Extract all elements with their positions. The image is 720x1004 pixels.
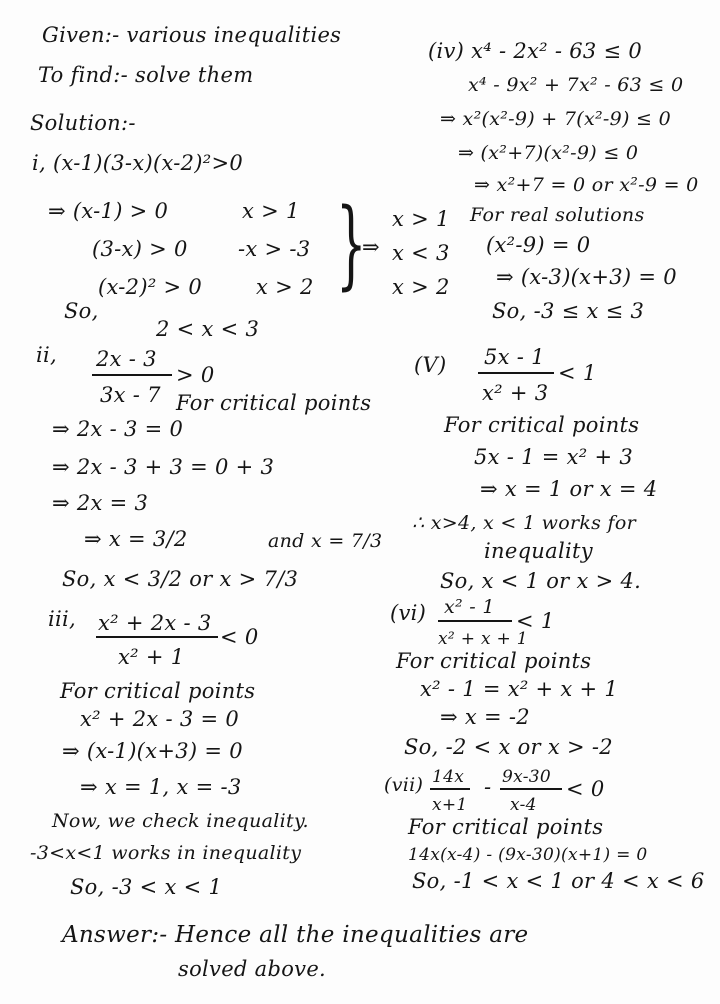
part5-step1: 5x - 1 = x² + 3 xyxy=(474,445,634,469)
part7-numerator1: 14x xyxy=(432,767,465,787)
part6-label: (vi) xyxy=(390,601,427,625)
part1-line1b: x > 1 xyxy=(242,199,300,223)
part2-relation: > 0 xyxy=(176,363,215,387)
part4-step2: ⇒ x²(x²-9) + 7(x²-9) ≤ 0 xyxy=(440,108,671,130)
solution-heading: Solution:- xyxy=(30,111,136,135)
part1-line3b: x > 2 xyxy=(256,275,314,299)
part5-numerator: 5x - 1 xyxy=(484,345,545,369)
part3-numerator: x² + 2x - 3 xyxy=(98,611,212,635)
part2-fraction-bar xyxy=(92,374,172,376)
part6-critical: For critical points xyxy=(396,649,592,673)
part3-relation: < 0 xyxy=(220,625,259,649)
part2-label: ii, xyxy=(36,343,58,367)
part5-step4: inequality xyxy=(484,539,593,563)
part6-answer: So, -2 < x or x > -2 xyxy=(404,735,613,759)
part2-step2: ⇒ 2x - 3 + 3 = 0 + 3 xyxy=(52,455,275,479)
part3-answer: So, -3 < x < 1 xyxy=(70,875,223,899)
part2-step3: ⇒ 2x = 3 xyxy=(52,491,149,515)
part7-numerator2: 9x-30 xyxy=(502,767,551,787)
part2-step4b: and x = 7/3 xyxy=(268,530,383,552)
part7-answer: So, -1 < x < 1 or 4 < x < 6 xyxy=(412,869,705,893)
part1-answer: 2 < x < 3 xyxy=(156,317,260,341)
final-answer-line1: Answer:- Hence all the inequalities are xyxy=(62,922,529,948)
part6-step2: ⇒ x = -2 xyxy=(440,705,530,729)
part5-fraction-bar xyxy=(478,372,554,374)
part6-denominator: x² + x + 1 xyxy=(438,629,528,649)
part4-problem: (iv) x⁴ - 2x² - 63 ≤ 0 xyxy=(428,39,643,63)
part3-denominator: x² + 1 xyxy=(118,645,185,669)
part3-step1: x² + 2x - 3 = 0 xyxy=(80,707,240,731)
part4-step4: ⇒ x²+7 = 0 or x²-9 = 0 xyxy=(474,174,699,196)
part6-relation: < 1 xyxy=(516,609,555,633)
part2-step4: ⇒ x = 3/2 xyxy=(84,527,188,551)
part5-critical: For critical points xyxy=(444,413,640,437)
part5-relation: < 1 xyxy=(558,361,597,385)
part1-line1a: ⇒ (x-1) > 0 xyxy=(48,199,169,223)
part5-label: (V) xyxy=(414,353,447,377)
part2-critical: For critical points xyxy=(176,391,372,415)
part7-fraction-bar2 xyxy=(500,788,562,790)
part5-step3: ∴ x>4, x < 1 works for xyxy=(412,512,637,534)
part7-step1: 14x(x-4) - (9x-30)(x+1) = 0 xyxy=(408,845,648,865)
part2-numerator: 2x - 3 xyxy=(96,347,157,371)
part5-denominator: x² + 3 xyxy=(482,381,549,405)
part7-denominator1: x+1 xyxy=(432,795,468,815)
part1-arrow: ⇒ xyxy=(362,235,380,259)
part7-fraction-bar1 xyxy=(430,788,470,790)
part4-step3: ⇒ (x²+7)(x²-9) ≤ 0 xyxy=(458,142,639,164)
part1-line3a: (x-2)² > 0 xyxy=(98,275,203,299)
part7-denominator2: x-4 xyxy=(510,795,537,815)
part4-step7: ⇒ (x-3)(x+3) = 0 xyxy=(496,265,677,289)
part3-step4: Now, we check inequality. xyxy=(52,810,309,832)
to-find-line: To find:- solve them xyxy=(38,63,254,87)
part6-numerator: x² - 1 xyxy=(444,596,495,618)
part3-step2: ⇒ (x-1)(x+3) = 0 xyxy=(62,739,243,763)
part3-step3: ⇒ x = 1, x = -3 xyxy=(80,775,242,799)
part7-relation: < 0 xyxy=(566,777,605,801)
part1-result2: x < 3 xyxy=(392,241,450,265)
part4-step5: For real solutions xyxy=(470,204,645,226)
part7-critical: For critical points xyxy=(408,815,604,839)
part2-step1: ⇒ 2x - 3 = 0 xyxy=(52,417,184,441)
part5-step2: ⇒ x = 1 or x = 4 xyxy=(480,477,658,501)
part3-fraction-bar xyxy=(96,636,218,638)
part5-answer: So, x < 1 or x > 4. xyxy=(440,569,642,593)
part6-fraction-bar xyxy=(438,620,512,622)
part1-line2a: (3-x) > 0 xyxy=(92,237,188,261)
part3-step5: -3<x<1 works in inequality xyxy=(30,842,302,864)
part2-answer: So, x < 3/2 or x > 7/3 xyxy=(62,567,299,591)
part1-result1: x > 1 xyxy=(392,207,450,231)
part1-result3: x > 2 xyxy=(392,275,450,299)
part1-brace: } xyxy=(336,188,367,300)
part1-line2b: -x > -3 xyxy=(238,237,311,261)
part7-label: (vii) xyxy=(384,774,424,796)
part4-answer: So, -3 ≤ x ≤ 3 xyxy=(492,299,645,323)
part3-critical: For critical points xyxy=(60,679,256,703)
part1-so: So, xyxy=(64,299,99,323)
part6-step1: x² - 1 = x² + x + 1 xyxy=(420,677,619,701)
part1-problem: i, (x-1)(3-x)(x-2)²>0 xyxy=(32,151,244,175)
part2-denominator: 3x - 7 xyxy=(100,383,161,407)
part3-label: iii, xyxy=(48,607,77,631)
part4-step6: (x²-9) = 0 xyxy=(486,233,591,257)
part4-step1: x⁴ - 9x² + 7x² - 63 ≤ 0 xyxy=(468,74,684,96)
part7-minus: - xyxy=(484,775,492,799)
final-answer-line2: solved above. xyxy=(178,957,327,981)
given-line: Given:- various inequalities xyxy=(42,23,342,47)
